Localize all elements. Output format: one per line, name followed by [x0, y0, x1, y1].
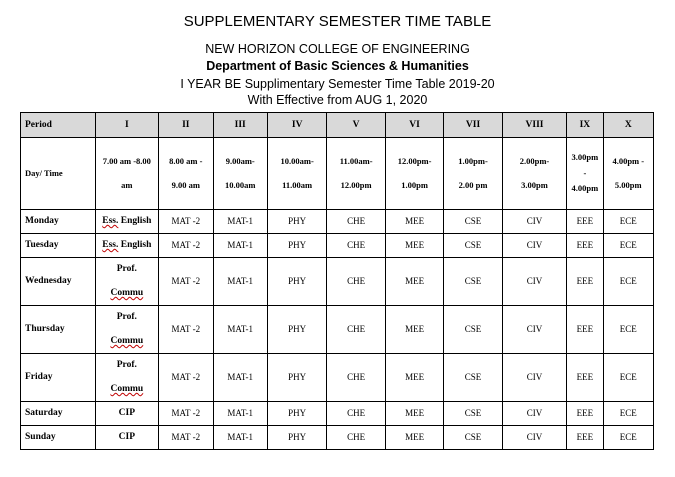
subject-cell — [444, 234, 502, 258]
time-slot-cell — [159, 138, 213, 210]
time-slot-text: 12.00pm — [340, 179, 372, 190]
period-header-cell — [567, 113, 603, 138]
subject-text: ECE — [619, 432, 637, 443]
subject-text: CSE — [464, 276, 482, 287]
subject-text: CSE — [464, 216, 482, 227]
subject-cell — [213, 258, 267, 306]
day-cell — [21, 210, 96, 234]
subject-cell — [327, 426, 385, 450]
day-name: Thursday — [25, 324, 65, 335]
subject-text: CIV — [526, 324, 543, 335]
subject-cell — [502, 354, 567, 402]
period-header-cell — [159, 113, 213, 138]
subject-text: MAT -2 — [171, 276, 201, 287]
day-name: Saturday — [25, 408, 63, 419]
subject-text: MAT-1 — [227, 276, 254, 287]
subject-text: CHE — [347, 408, 366, 419]
subject-cell — [444, 258, 502, 306]
subject-text: PHY — [288, 408, 307, 419]
subject-text: MAT-1 — [227, 216, 254, 227]
day-name: Wednesday — [25, 276, 72, 287]
subject-cell — [603, 354, 653, 402]
subject-text: Commu — [110, 336, 144, 346]
time-slot-cell — [95, 138, 159, 210]
subject-text: CSE — [464, 324, 482, 335]
subject-text: ECE — [619, 216, 637, 227]
subject-text: ECE — [619, 240, 637, 251]
period-number: X — [624, 119, 632, 130]
table-row — [21, 210, 654, 234]
day-cell — [21, 402, 96, 426]
time-slot-text: 2.00 pm — [458, 179, 488, 190]
subject-text: MAT -2 — [171, 324, 201, 335]
department-name: Department of Basic Sciences & Humanities — [206, 59, 469, 73]
time-slot-cell — [502, 138, 567, 210]
time-slot-text: 2.00pm- — [519, 155, 550, 166]
subject-cell — [385, 354, 443, 402]
subject-text: CIV — [526, 216, 543, 227]
time-slot-text: 3.00pm — [521, 179, 548, 190]
subject-text: CSE — [464, 432, 482, 443]
subject-text: PHY — [288, 432, 307, 443]
subject-cell — [159, 354, 213, 402]
subject-text: EEE — [576, 408, 594, 419]
time-slot-cell — [267, 138, 326, 210]
time-slot-text: 9.00 am — [171, 179, 200, 190]
subject-text: Prof. — [116, 312, 137, 323]
subject-cell — [567, 426, 603, 450]
subject-text: EEE — [576, 432, 594, 443]
subject-cell — [213, 306, 267, 354]
time-slot-text: 1.00pm — [401, 179, 428, 190]
table-row — [21, 258, 654, 306]
time-slot-text: - — [583, 167, 587, 178]
table-row — [21, 354, 654, 402]
subject-text: MAT-1 — [227, 240, 254, 251]
period-one-cell — [95, 234, 159, 258]
subject-cell — [444, 306, 502, 354]
subject-cell — [567, 210, 603, 234]
subject-cell — [567, 306, 603, 354]
subject-text: CSE — [464, 372, 482, 383]
time-slot-cell — [603, 138, 653, 210]
period-header-cell — [213, 113, 267, 138]
subject-text: CIP — [118, 432, 136, 443]
subject-text: ECE — [619, 324, 637, 335]
subject-cell — [213, 426, 267, 450]
time-slot-text: 4.00pm - — [612, 155, 645, 166]
college-name: NEW HORIZON COLLEGE OF ENGINEERING — [205, 42, 470, 56]
time-slot-cell — [385, 138, 443, 210]
subject-text: MEE — [405, 432, 425, 443]
subject-cell — [267, 258, 326, 306]
subject-cell — [159, 258, 213, 306]
subject-cell — [502, 426, 567, 450]
subject-text: MEE — [405, 216, 425, 227]
period-number: I — [124, 119, 129, 130]
subject-cell — [159, 426, 213, 450]
subject-text: Prof. — [116, 264, 137, 275]
day-name: Tuesday — [25, 240, 59, 251]
period-one-cell — [95, 402, 159, 426]
subject-text: MAT -2 — [171, 372, 201, 383]
subject-text: PHY — [288, 216, 307, 227]
subject-text: ECE — [619, 408, 637, 419]
period-header-cell — [603, 113, 653, 138]
time-slot-text: 4.00pm — [571, 183, 599, 194]
subject-text: MAT-1 — [227, 372, 254, 383]
subject-cell — [267, 426, 326, 450]
time-slot-text: 1.00pm- — [458, 155, 488, 166]
time-slot-cell — [327, 138, 385, 210]
subject-text: CSE — [464, 240, 482, 251]
time-row — [21, 138, 654, 210]
time-slot-text: 10.00am — [224, 179, 256, 190]
subject-cell — [603, 306, 653, 354]
subject-text: CIP — [118, 408, 136, 419]
subject-text: MAT -2 — [171, 216, 201, 227]
subject-text: PHY — [288, 276, 307, 287]
subject-text: CHE — [347, 240, 366, 251]
subject-cell — [603, 402, 653, 426]
time-slot-text: 12.00pm- — [397, 155, 432, 166]
table-row — [21, 402, 654, 426]
subject-text: MAT -2 — [171, 432, 201, 443]
subject-cell — [444, 426, 502, 450]
period-header-cell — [95, 113, 159, 138]
period-number: III — [234, 119, 246, 130]
subject-text: CHE — [347, 216, 366, 227]
subject-cell — [444, 402, 502, 426]
day-cell — [21, 426, 96, 450]
subject-text: EEE — [576, 276, 594, 287]
subject-text: ECE — [619, 372, 637, 383]
subject-text: PHY — [288, 240, 307, 251]
subject-cell — [327, 354, 385, 402]
period-number: VII — [465, 119, 481, 130]
period-number: VI — [409, 119, 420, 130]
period-number: IX — [579, 119, 591, 130]
period-one-cell — [95, 426, 159, 450]
subject-text: CIV — [526, 408, 543, 419]
subject-text: MEE — [405, 408, 425, 419]
day-name: Sunday — [25, 432, 56, 443]
subject-cell — [327, 210, 385, 234]
subject-cell — [567, 402, 603, 426]
subject-cell — [603, 234, 653, 258]
subject-cell — [267, 210, 326, 234]
subject-text: MAT-1 — [227, 408, 254, 419]
daytime-label-cell — [21, 138, 96, 210]
time-slot-text: 11.00am- — [339, 155, 373, 166]
subject-cell — [385, 426, 443, 450]
effective-date: With Effective from AUG 1, 2020 — [247, 93, 428, 107]
timetable — [20, 112, 654, 450]
subject-cell — [502, 210, 567, 234]
subject-cell — [502, 258, 567, 306]
time-slot-text: 8.00 am - — [169, 155, 203, 166]
subject-cell — [267, 306, 326, 354]
subject-cell — [159, 306, 213, 354]
subject-cell — [327, 234, 385, 258]
subject-cell — [444, 210, 502, 234]
subject-cell — [385, 258, 443, 306]
subject-cell — [213, 234, 267, 258]
period-number: II — [182, 119, 190, 130]
subject-abbrev: Ess. — [102, 216, 119, 227]
subject-text: MEE — [405, 240, 425, 251]
subject-text: CHE — [347, 276, 366, 287]
period-label: Period — [25, 119, 52, 130]
subject-cell — [444, 354, 502, 402]
day-cell — [21, 354, 96, 402]
time-slot-cell — [567, 138, 603, 210]
page-title: SUPPLEMENTARY SEMESTER TIME TABLE — [183, 13, 492, 30]
time-slot-text: 9.00am- — [225, 155, 255, 166]
subject-cell — [603, 210, 653, 234]
subject-cell — [385, 234, 443, 258]
subject-text: Commu — [110, 288, 144, 298]
subject-cell — [267, 354, 326, 402]
subject-cell — [603, 258, 653, 306]
period-number: VIII — [525, 119, 544, 130]
time-slot-text: am — [121, 179, 133, 190]
subject-rest: English — [118, 216, 152, 227]
period-one-cell — [95, 258, 159, 306]
subject-text: Commu — [110, 384, 144, 394]
subject-text: MEE — [405, 276, 425, 287]
subject-cell — [159, 402, 213, 426]
subject-text: MAT-1 — [227, 324, 254, 335]
period-one-cell — [95, 210, 159, 234]
subject-cell — [327, 306, 385, 354]
timetable-body — [21, 113, 654, 450]
subject-rest: English — [118, 240, 152, 251]
subject-cell — [603, 426, 653, 450]
subject-text: CHE — [347, 432, 366, 443]
time-slot-text: 3.00pm — [571, 151, 599, 162]
table-row — [21, 426, 654, 450]
subject-cell — [327, 258, 385, 306]
subject-text: EEE — [576, 216, 594, 227]
day-cell — [21, 234, 96, 258]
subject-text: CIV — [526, 372, 543, 383]
subject-cell — [213, 402, 267, 426]
subject-cell — [567, 234, 603, 258]
day-cell — [21, 258, 96, 306]
subject-cell — [502, 306, 567, 354]
subject-text: CHE — [347, 324, 366, 335]
subject-text: Prof. — [116, 360, 137, 371]
header-row — [21, 113, 654, 138]
table-row — [21, 306, 654, 354]
subject-text — [102, 216, 151, 226]
subject-text: ECE — [619, 276, 637, 287]
day-name: Monday — [25, 216, 59, 227]
subject-text: PHY — [288, 324, 307, 335]
subject-cell — [327, 402, 385, 426]
subject-text: CIV — [526, 276, 543, 287]
time-slot-cell — [444, 138, 502, 210]
subject-cell — [567, 258, 603, 306]
subject-text: MAT -2 — [171, 408, 201, 419]
subject-cell — [159, 210, 213, 234]
time-slot-text: 10.00am- — [280, 155, 314, 166]
subject-cell — [502, 234, 567, 258]
subject-cell — [213, 210, 267, 234]
time-slot-text: 5.00pm — [614, 179, 642, 190]
period-header-cell — [502, 113, 567, 138]
subject-cell — [159, 234, 213, 258]
subject-cell — [267, 234, 326, 258]
period-header-cell — [327, 113, 385, 138]
period-number: IV — [291, 119, 303, 130]
subject-text: CIV — [526, 432, 543, 443]
subject-text: PHY — [288, 372, 307, 383]
subject-cell — [213, 354, 267, 402]
subject-text: MEE — [405, 372, 425, 383]
period-one-cell — [95, 354, 159, 402]
subject-text: MEE — [405, 324, 425, 335]
subject-text: CIV — [526, 240, 543, 251]
period-header-cell — [444, 113, 502, 138]
table-row — [21, 234, 654, 258]
period-header-cell — [385, 113, 443, 138]
subject-text: EEE — [576, 372, 594, 383]
time-slot-cell — [213, 138, 267, 210]
time-slot-text: 11.00am — [282, 179, 313, 190]
period-header-cell — [267, 113, 326, 138]
subject-abbrev: Ess. — [102, 240, 119, 251]
day-name: Friday — [25, 372, 53, 383]
subject-text: CHE — [347, 372, 366, 383]
subject-text: EEE — [576, 240, 594, 251]
time-slot-text: 7.00 am -8.00 — [102, 155, 151, 166]
daytime-label: Day/ Time — [25, 167, 63, 178]
subject-text: MAT -2 — [171, 240, 201, 251]
subject-text: MAT-1 — [227, 432, 254, 443]
subject-cell — [502, 402, 567, 426]
subject-cell — [385, 402, 443, 426]
period-number: V — [352, 119, 360, 130]
subject-cell — [385, 210, 443, 234]
period-one-cell — [95, 306, 159, 354]
period-label-cell — [21, 113, 96, 138]
day-cell — [21, 306, 96, 354]
subject-cell — [567, 354, 603, 402]
subject-text: CSE — [464, 408, 482, 419]
subject-cell — [385, 306, 443, 354]
subject-cell — [267, 402, 326, 426]
subject-text — [102, 240, 151, 250]
subject-text: EEE — [576, 324, 594, 335]
timetable-subtitle: I YEAR BE Supplimentary Semester Time Table 2019-20 — [180, 77, 495, 91]
